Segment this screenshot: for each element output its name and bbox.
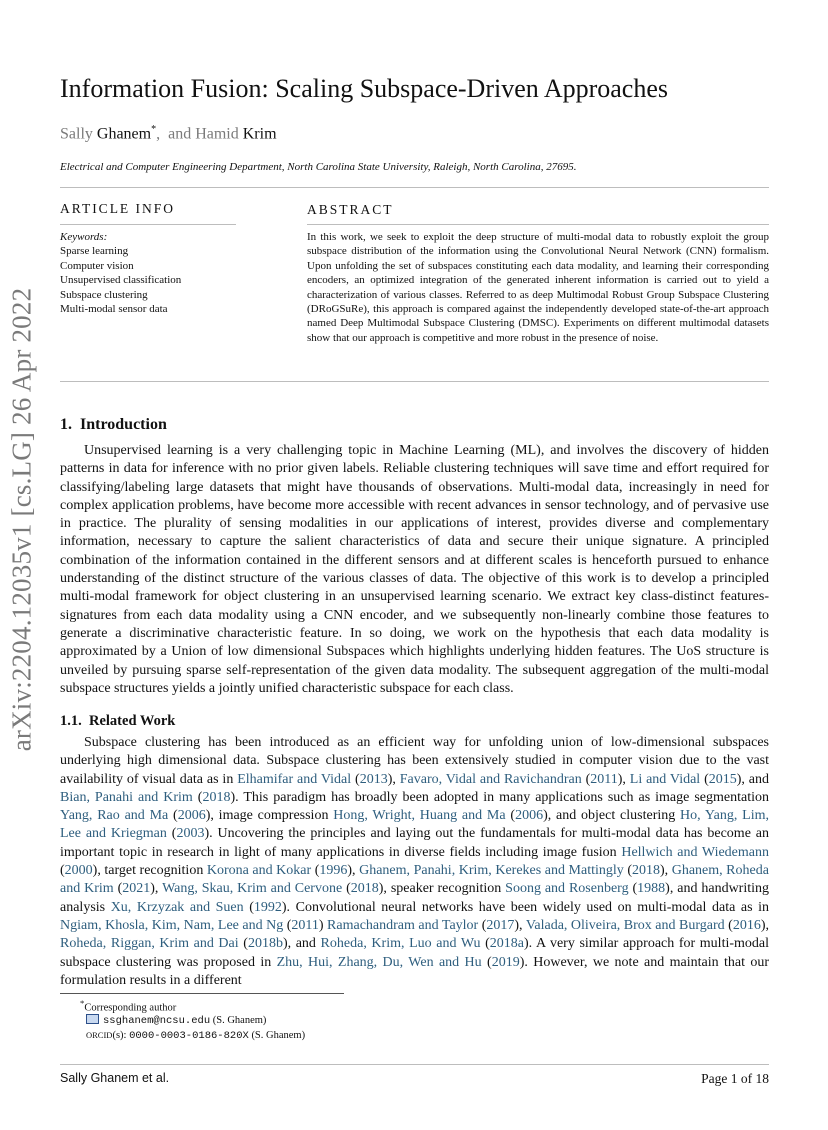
citation-link[interactable]: Ghanem, Panahi, Krim, Kerekes and Mattingly	[359, 863, 624, 879]
citation-link[interactable]: Elhamifar and Vidal	[237, 771, 352, 787]
citation-link[interactable]: Ghanem, Roheda and Krim	[60, 863, 769, 897]
citation-link[interactable]: Bian, Panahi and Krim	[60, 789, 193, 805]
author1-last-name: Ghanem	[96, 125, 152, 143]
divider-mid	[60, 381, 769, 382]
keyword-item: Multi-modal sensor data	[60, 303, 168, 316]
author2-last-name: Krim	[242, 125, 277, 143]
envelope-icon	[86, 1014, 99, 1024]
affiliation: Electrical and Computer Engineering Department, North Carolina State University, Raleigh, North Carolina, 27695.	[60, 161, 577, 173]
keyword-item: Subspace clustering	[60, 288, 148, 301]
citation-year-link[interactable]: 2003	[176, 826, 205, 842]
citation-link[interactable]: Hellwich and Wiedemann	[621, 844, 769, 860]
abstract-rule	[307, 224, 769, 225]
citation-link[interactable]: Roheda, Krim, Luo and Wu	[320, 936, 481, 952]
citation-link[interactable]: Soong and Rosenberg	[505, 881, 629, 897]
keyword-item: Computer vision	[60, 259, 134, 272]
author-separator: , and	[156, 125, 192, 143]
footnote-orcid: ORCID(s): 0000-0003-0186-820X (S. Ghanem)	[86, 1030, 306, 1042]
citation-link[interactable]: Wang, Skau, Krim and Cervone	[162, 881, 343, 897]
citation-link[interactable]: Korona and Kokar	[206, 863, 312, 879]
citation-year-link[interactable]: 2016	[732, 917, 761, 933]
citation-link[interactable]: Hong, Wright, Huang and Ma	[333, 808, 506, 824]
arxiv-sidebar	[2, 248, 42, 790]
footnote-email: ssghanem@ncsu.edu (S. Ghanem)	[86, 1014, 266, 1027]
citation-year-link[interactable]: 2018	[631, 863, 660, 879]
author1-mark: *	[151, 124, 157, 135]
arxiv-identifier: arXiv:2204.12035v1 [cs.LG] 26 Apr 2022	[6, 287, 37, 751]
citation-year-link[interactable]: 2018	[350, 881, 379, 897]
citation-year-link[interactable]: 2006	[177, 808, 206, 824]
paper-title: Information Fusion: Scaling Subspace-Driven Approaches	[60, 74, 668, 103]
citation-year-link[interactable]: 2019	[491, 954, 520, 970]
citation-year-link[interactable]: 2021	[122, 881, 151, 897]
footnote-rule	[60, 993, 344, 994]
citation-link[interactable]: Xu, Krzyzak and Suen	[110, 899, 244, 915]
author2-first-name: Hamid	[195, 125, 239, 143]
footer-authors: Sally Ghanem et al.	[60, 1071, 170, 1085]
citation-year-link[interactable]: 2018a	[489, 936, 524, 952]
citation-link[interactable]: Roheda, Riggan, Krim and Dai	[60, 936, 239, 952]
author-line	[60, 124, 277, 143]
citation-link[interactable]: Zhu, Hui, Zhang, Du, Wen and Hu	[276, 954, 482, 970]
author1-first-name: Sally	[60, 125, 93, 143]
abstract-heading: ABSTRACT	[307, 202, 394, 217]
citation-year-link[interactable]: 2011	[590, 771, 618, 787]
citation-link[interactable]: Valada, Oliveira, Brox and Burgard	[525, 917, 725, 933]
citation-year-link[interactable]: 1992	[253, 899, 282, 915]
citation-link[interactable]: Li and Vidal	[629, 771, 701, 787]
keywords-label: Keywords:	[60, 231, 108, 243]
citation-year-link[interactable]: 2013	[359, 771, 388, 787]
citation-year-link[interactable]: 2006	[515, 808, 544, 824]
citation-link[interactable]: Ngiam, Khosla, Kim, Nam, Lee and Ng	[60, 917, 284, 933]
article-info-heading: ARTICLE INFO	[60, 201, 176, 216]
citation-link[interactable]: Ho, Yang, Lim, Lee and Kriegman	[60, 808, 769, 842]
citation-year-link[interactable]: 2000	[64, 863, 93, 879]
citation-link[interactable]: Ramachandram and Taylor	[327, 917, 479, 933]
orcid-label: ORCID	[86, 1030, 113, 1040]
keyword-item: Sparse learning	[60, 245, 129, 258]
citation-year-link[interactable]: 2011	[291, 917, 319, 933]
divider-top	[60, 187, 769, 188]
email-link[interactable]: ssghanem@ncsu.edu	[103, 1015, 211, 1027]
related-work-paragraph: Subspace clustering has been introduced as an efficient way for unfolding union of low-dimensional subspaces underlying high dimensional data. Subspace clustering has been extensively studied in computer vision due to the vast availability of visual data as in Elhamifar and Vidal (2013), Favaro, Vidal and Ravichandran (2011), Li and Vidal (2015), and Bian, Panahi and Krim (2018). This paradigm has broadly been adopted in many applications such as image segmentation Yang, Rao and Ma (2006), image compression Hong, Wright, Huang and Ma (2006), and object clustering Ho, Yang, Lim, Lee and Kriegman (2003). Uncovering the principles and laying out the fundamentals for multi-modal data has become an important topic in research in light of many applications in diverse fields including image fusion Hellwich and Wiedemann (2000), target recognition Korona and Kokar (1996), Ghanem, Panahi, Krim, Kerekes and Mattingly (2018), Ghanem, Roheda and Krim (2021), Wang, Skau, Krim and Cervone (2018), speaker recognition Soong and Rosenberg (1988), and handwriting analysis Xu, Krzyzak and Suen (1992). Convolutional neural networks have been widely used on multi-modal data as in Ngiam, Khosla, Kim, Nam, Lee and Ng (2011) Ramachandram and Taylor (2017), Valada, Oliveira, Brox and Burgard (2016), Roheda, Riggan, Krim and Dai (2018b), and Roheda, Krim, Luo and Wu (2018a). A very similar approach for multi-modal subspace clustering was proposed in Zhu, Hui, Zhang, Du, Wen and Hu (2019). However, we note and maintain that our formulation results in a different	[60, 735, 770, 988]
citation-year-link[interactable]: 2015	[708, 771, 737, 787]
citation-year-link[interactable]: 2017	[486, 917, 515, 933]
citation-link[interactable]: Favaro, Vidal and Ravichandran	[399, 771, 582, 787]
divider-footer	[60, 1064, 769, 1065]
introduction-paragraph: Unsupervised learning is a very challenging topic in Machine Learning (ML), and involves the discovery of hidden patterns in data for inference with no prior given labels. Reliable clustering techniques will save time and effort required for classifying/labeling large datasets that might have thousands of observations. Multi-modal data, increasingly in need for complex application problems, have become more accessible with recent advances in sensor technology, and of pervasive use in practice. The plurality of sensing modalities in our applications of interest, provides diverse and complementary information, necessary to capture the salient characteristics of data and secure their unique signature. A principled combination of the information contained in the different sensors and at different scales is henceforth pursued to enhance understanding of the distinct structure of the various classes of data. The objective of this work is to develop a principled multi-modal framework for object clustering in an unsupervised learning scenario. We extract key class-distinct features-signatures from each data modality using a CNN encoder, and we subsequently non-linearly combine those features to generate a discriminative characteristic feature. In so doing, we work on the hypothesis that each data modality is approximated by a Union of low dimensional Subspaces which highlights underlying hidden features. The UoS structure is unveiled by pursuing sparse self-representation of the given data modality. The subsequent aggregation of the multi-modal subspace structures yields a jointly unified characteristic subspace for each class.	[60, 443, 769, 696]
citation-year-link[interactable]: 2018b	[247, 936, 283, 952]
keywords-block	[60, 230, 181, 316]
citation-link[interactable]: Yang, Rao and Ma	[60, 808, 169, 824]
keyword-item: Unsupervised classification	[60, 274, 182, 287]
citation-year-link[interactable]: 1988	[637, 881, 666, 897]
citation-year-link[interactable]: 2018	[202, 789, 231, 805]
subsection-heading-related-work: 1.1. Related Work	[60, 713, 176, 729]
footnote-mark: *	[80, 998, 85, 1008]
article-info-rule	[60, 224, 236, 225]
abstract-text: In this work, we seek to exploit the deep structure of multi-modal data to robustly exploit the group subspace distribution of the information using the Convolutional Neural Network (CNN) formalism. Upon unfolding the set of subspaces constituting each data modality, and learning their corresponding encoders, an optimized integration of the generated inherent information is carried out to yield a characterization of various classes. Referred to as deep Multimodal Robust Group Subspace Clustering (DRoGSuRe), this approach is compared against the independently developed state-of-the-art approach named Deep Multimodal Subspace Clustering (DMSC). Experiments on different multimodal datasets show that our approach is competitive and more robust in the presence of noise.	[307, 231, 769, 344]
citation-year-link[interactable]: 1996	[319, 863, 348, 879]
section-heading-introduction: 1. Introduction	[60, 416, 167, 433]
footnote-corresponding: *Corresponding author	[80, 998, 177, 1014]
footer-page-number: Page 1 of 18	[701, 1071, 769, 1086]
orcid-id: 0000-0003-0186-820X	[129, 1030, 249, 1042]
